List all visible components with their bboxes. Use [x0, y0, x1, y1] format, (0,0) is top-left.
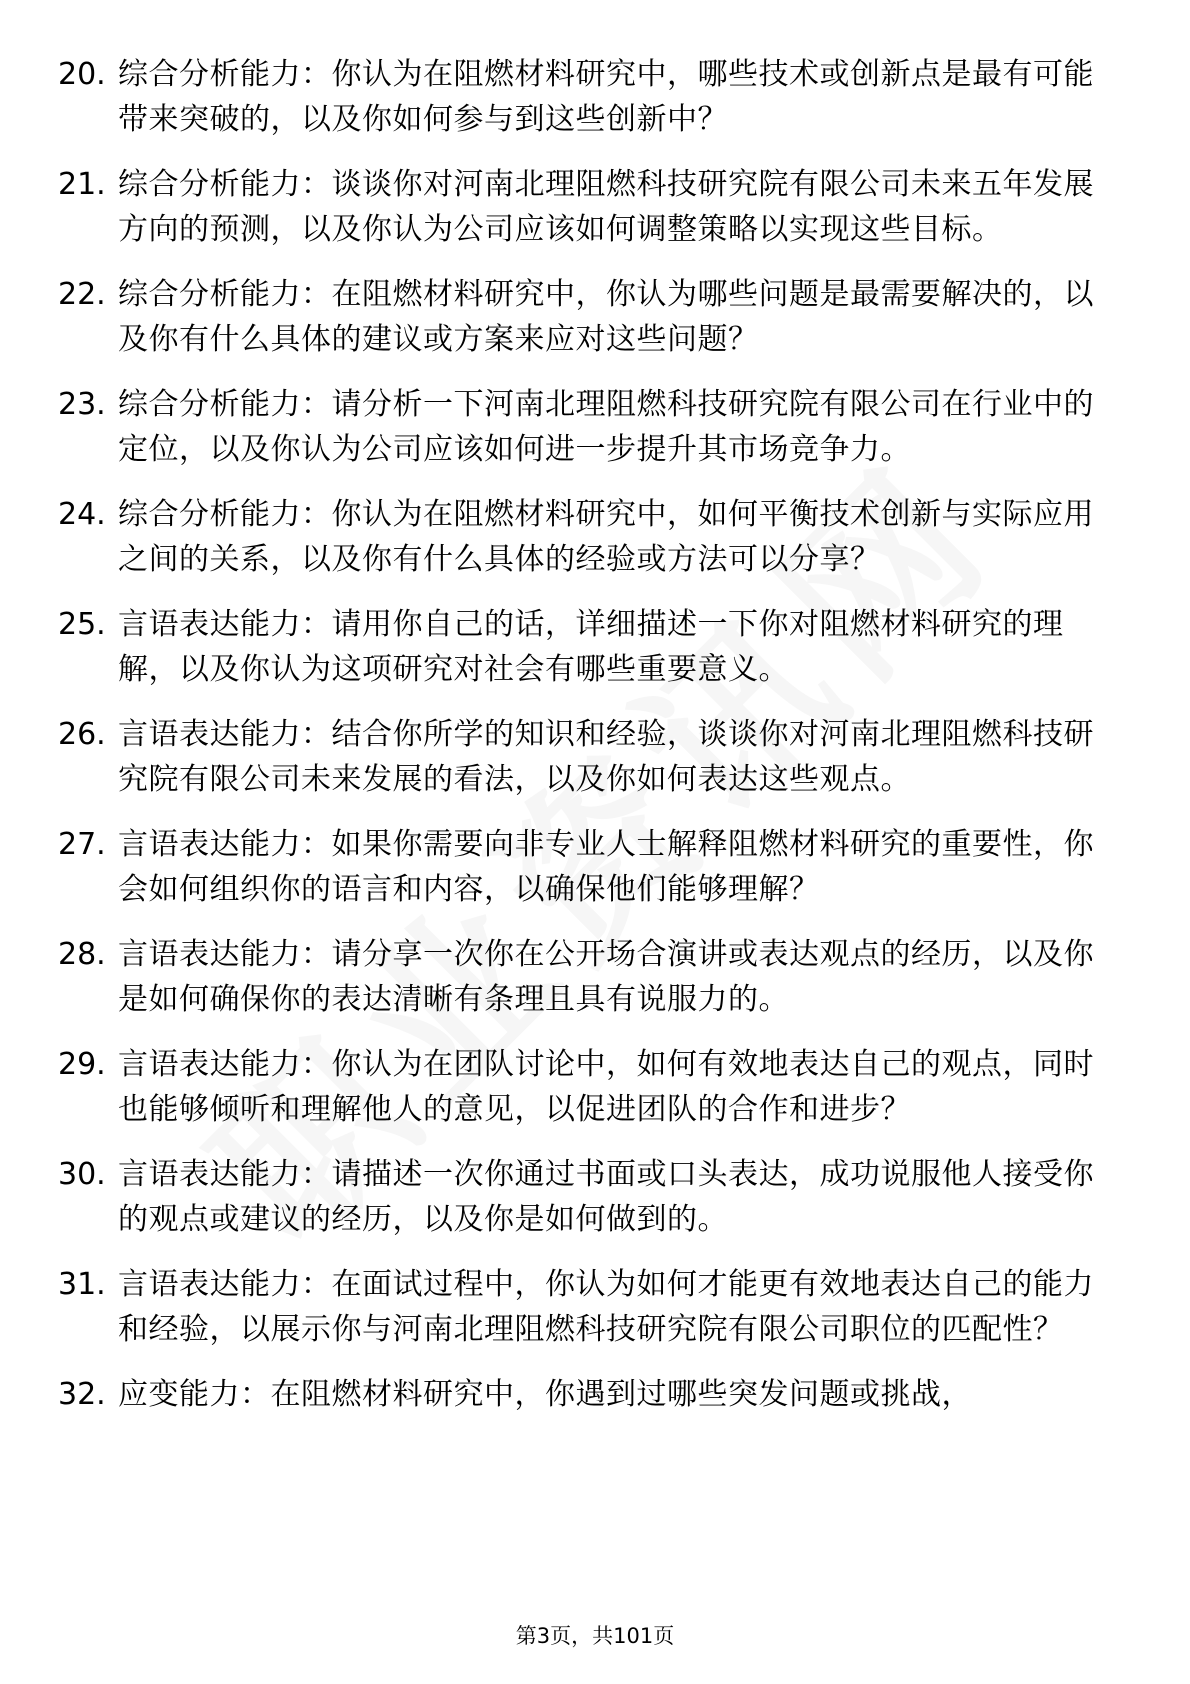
question-number: 28.	[58, 937, 106, 972]
question-text: 综合分析能力：在阻燃材料研究中，你认为哪些问题是最需要解决的，以及你有什么具体的建议或方案来应对这些问题？	[118, 277, 1094, 357]
question-number: 20.	[58, 57, 106, 92]
question-number: 32.	[58, 1377, 106, 1412]
question-number: 26.	[58, 717, 106, 752]
question-text: 言语表达能力：请用你自己的话，详细描述一下你对阻燃材料研究的理解，以及你认为这项研究对社会有哪些重要意义。	[118, 607, 1064, 687]
question-number: 27.	[58, 827, 106, 862]
question-text: 综合分析能力：你认为在阻燃材料研究中，如何平衡技术创新与实际应用之间的关系，以及你有什么具体的经验或方法可以分享？	[118, 497, 1094, 577]
question-item-26	[58, 712, 1118, 802]
question-item-21	[58, 162, 1118, 252]
question-number: 30.	[58, 1157, 106, 1192]
question-text: 言语表达能力：你认为在团队讨论中，如何有效地表达自己的观点，同时也能够倾听和理解他人的意见，以促进团队的合作和进步？	[118, 1047, 1094, 1127]
question-text: 应变能力：在阻燃材料研究中，你遇到过哪些突发问题或挑战，	[118, 1377, 972, 1412]
question-item-20	[58, 52, 1118, 142]
question-item-32	[58, 1372, 1118, 1417]
question-text: 言语表达能力：请描述一次你通过书面或口头表达，成功说服他人接受你的观点或建议的经历，以及你是如何做到的。	[118, 1157, 1094, 1237]
question-item-22	[58, 272, 1118, 362]
question-number: 22.	[58, 277, 106, 312]
question-number: 24.	[58, 497, 106, 532]
question-item-23	[58, 382, 1118, 472]
question-item-31	[58, 1262, 1118, 1352]
question-text: 综合分析能力：请分析一下河南北理阻燃科技研究院有限公司在行业中的定位，以及你认为公司应该如何进一步提升其市场竞争力。	[118, 387, 1094, 467]
question-number: 21.	[58, 167, 106, 202]
question-item-25	[58, 602, 1118, 692]
question-number: 25.	[58, 607, 106, 642]
question-number: 23.	[58, 387, 106, 422]
question-text: 综合分析能力：谈谈你对河南北理阻燃科技研究院有限公司未来五年发展方向的预测，以及你认为公司应该如何调整策略以实现这些目标。	[118, 167, 1094, 247]
question-item-30	[58, 1152, 1118, 1242]
question-item-28	[58, 932, 1118, 1022]
question-item-29	[58, 1042, 1118, 1132]
question-text: 言语表达能力：请分享一次你在公开场合演讲或表达观点的经历，以及你是如何确保你的表达清晰有条理且具有说服力的。	[118, 937, 1094, 1017]
question-text: 言语表达能力：如果你需要向非专业人士解释阻燃材料研究的重要性，你会如何组织你的语言和内容，以确保他们能够理解？	[118, 827, 1094, 907]
question-item-27	[58, 822, 1118, 912]
question-item-24	[58, 492, 1118, 582]
page-footer: 第3页，共101页	[515, 1624, 675, 1648]
question-number: 31.	[58, 1267, 106, 1302]
question-text: 言语表达能力：在面试过程中，你认为如何才能更有效地表达自己的能力和经验，以展示你与河南北理阻燃科技研究院有限公司职位的匹配性？	[118, 1267, 1094, 1347]
question-number: 29.	[58, 1047, 106, 1082]
question-text: 言语表达能力：结合你所学的知识和经验，谈谈你对河南北理阻燃科技研究院有限公司未来发展的看法，以及你如何表达这些观点。	[118, 717, 1094, 797]
question-text: 综合分析能力：你认为在阻燃材料研究中，哪些技术或创新点是最有可能带来突破的，以及你如何参与到这些创新中？	[118, 57, 1094, 137]
question-list	[58, 52, 1118, 1437]
